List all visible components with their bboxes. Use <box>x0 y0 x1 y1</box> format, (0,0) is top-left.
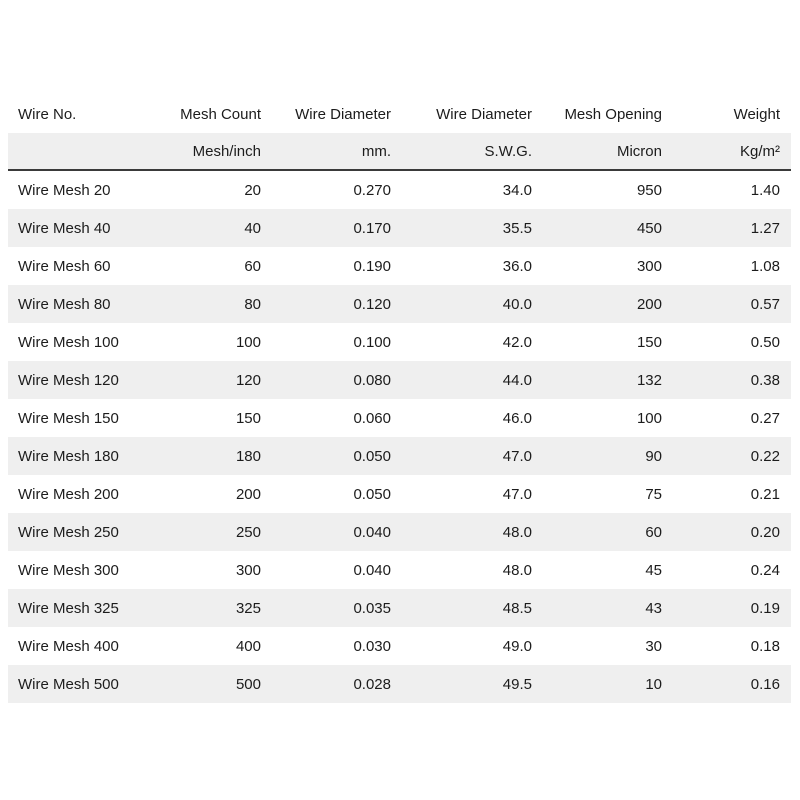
cell-wire-no: Wire Mesh 500 <box>8 665 152 703</box>
cell-wire-diameter-mm: 0.035 <box>272 589 402 627</box>
cell-mesh-count: 120 <box>152 361 272 399</box>
cell-weight: 0.18 <box>673 627 791 665</box>
cell-mesh-opening: 45 <box>543 551 673 589</box>
cell-mesh-count: 180 <box>152 437 272 475</box>
table-row <box>8 627 791 665</box>
cell-weight: 1.40 <box>673 170 791 209</box>
cell-weight: 0.57 <box>673 285 791 323</box>
table-row <box>8 170 791 209</box>
cell-weight: 0.27 <box>673 399 791 437</box>
header-unit-row <box>8 133 791 170</box>
table-header <box>8 95 791 170</box>
column-unit-wire-diameter-swg: S.W.G. <box>402 133 543 170</box>
cell-mesh-opening: 100 <box>543 399 673 437</box>
cell-wire-no: Wire Mesh 250 <box>8 513 152 551</box>
cell-weight: 1.27 <box>673 209 791 247</box>
cell-wire-no: Wire Mesh 120 <box>8 361 152 399</box>
cell-mesh-opening: 150 <box>543 323 673 361</box>
cell-mesh-count: 325 <box>152 589 272 627</box>
column-unit-mesh-count: Mesh/inch <box>152 133 272 170</box>
cell-wire-no: Wire Mesh 100 <box>8 323 152 361</box>
cell-wire-diameter-swg: 36.0 <box>402 247 543 285</box>
cell-wire-diameter-mm: 0.028 <box>272 665 402 703</box>
wire-mesh-spec-table <box>8 95 791 703</box>
table-row <box>8 551 791 589</box>
cell-wire-no: Wire Mesh 180 <box>8 437 152 475</box>
cell-weight: 0.38 <box>673 361 791 399</box>
column-unit-wire-no <box>8 133 152 170</box>
table-row <box>8 513 791 551</box>
cell-wire-diameter-mm: 0.270 <box>272 170 402 209</box>
cell-mesh-count: 20 <box>152 170 272 209</box>
cell-mesh-opening: 30 <box>543 627 673 665</box>
cell-mesh-opening: 43 <box>543 589 673 627</box>
column-unit-weight: Kg/m² <box>673 133 791 170</box>
cell-wire-diameter-swg: 35.5 <box>402 209 543 247</box>
column-unit-mesh-opening: Micron <box>543 133 673 170</box>
cell-weight: 0.22 <box>673 437 791 475</box>
header-label-row <box>8 95 791 133</box>
table-row <box>8 475 791 513</box>
cell-wire-no: Wire Mesh 200 <box>8 475 152 513</box>
cell-wire-diameter-mm: 0.040 <box>272 513 402 551</box>
table-body <box>8 170 791 703</box>
cell-wire-diameter-swg: 42.0 <box>402 323 543 361</box>
cell-wire-diameter-mm: 0.030 <box>272 627 402 665</box>
cell-wire-diameter-swg: 47.0 <box>402 437 543 475</box>
cell-wire-diameter-swg: 48.5 <box>402 589 543 627</box>
cell-mesh-count: 200 <box>152 475 272 513</box>
cell-mesh-count: 60 <box>152 247 272 285</box>
cell-wire-diameter-mm: 0.190 <box>272 247 402 285</box>
cell-mesh-opening: 450 <box>543 209 673 247</box>
cell-wire-diameter-swg: 49.5 <box>402 665 543 703</box>
table-row <box>8 361 791 399</box>
column-header-wire-diameter-swg: Wire Diameter <box>402 95 543 133</box>
cell-wire-diameter-swg: 47.0 <box>402 475 543 513</box>
cell-weight: 0.21 <box>673 475 791 513</box>
cell-wire-diameter-swg: 34.0 <box>402 170 543 209</box>
cell-mesh-count: 250 <box>152 513 272 551</box>
column-header-mesh-opening: Mesh Opening <box>543 95 673 133</box>
column-header-wire-diameter-mm: Wire Diameter <box>272 95 402 133</box>
cell-wire-diameter-swg: 40.0 <box>402 285 543 323</box>
cell-mesh-count: 100 <box>152 323 272 361</box>
cell-weight: 0.24 <box>673 551 791 589</box>
column-header-weight: Weight <box>673 95 791 133</box>
cell-wire-diameter-swg: 44.0 <box>402 361 543 399</box>
table-row <box>8 665 791 703</box>
cell-wire-no: Wire Mesh 300 <box>8 551 152 589</box>
cell-wire-diameter-mm: 0.050 <box>272 437 402 475</box>
cell-mesh-opening: 75 <box>543 475 673 513</box>
cell-wire-no: Wire Mesh 20 <box>8 170 152 209</box>
cell-wire-diameter-mm: 0.060 <box>272 399 402 437</box>
cell-wire-diameter-swg: 48.0 <box>402 513 543 551</box>
table-row <box>8 589 791 627</box>
cell-mesh-count: 40 <box>152 209 272 247</box>
cell-wire-no: Wire Mesh 400 <box>8 627 152 665</box>
table-row <box>8 399 791 437</box>
cell-weight: 1.08 <box>673 247 791 285</box>
cell-weight: 0.50 <box>673 323 791 361</box>
cell-wire-no: Wire Mesh 325 <box>8 589 152 627</box>
cell-mesh-opening: 132 <box>543 361 673 399</box>
cell-mesh-opening: 950 <box>543 170 673 209</box>
cell-mesh-opening: 10 <box>543 665 673 703</box>
table-row <box>8 437 791 475</box>
table-row <box>8 209 791 247</box>
cell-wire-diameter-mm: 0.040 <box>272 551 402 589</box>
table-row <box>8 323 791 361</box>
cell-weight: 0.19 <box>673 589 791 627</box>
cell-wire-diameter-mm: 0.100 <box>272 323 402 361</box>
cell-wire-diameter-mm: 0.050 <box>272 475 402 513</box>
cell-mesh-count: 300 <box>152 551 272 589</box>
cell-wire-no: Wire Mesh 150 <box>8 399 152 437</box>
cell-mesh-count: 500 <box>152 665 272 703</box>
table-row <box>8 247 791 285</box>
column-header-wire-no: Wire No. <box>8 95 152 133</box>
cell-wire-diameter-mm: 0.120 <box>272 285 402 323</box>
cell-mesh-opening: 60 <box>543 513 673 551</box>
cell-wire-diameter-mm: 0.170 <box>272 209 402 247</box>
cell-wire-no: Wire Mesh 80 <box>8 285 152 323</box>
cell-mesh-opening: 300 <box>543 247 673 285</box>
cell-wire-no: Wire Mesh 60 <box>8 247 152 285</box>
column-header-mesh-count: Mesh Count <box>152 95 272 133</box>
cell-mesh-count: 150 <box>152 399 272 437</box>
cell-wire-no: Wire Mesh 40 <box>8 209 152 247</box>
cell-weight: 0.20 <box>673 513 791 551</box>
column-unit-wire-diameter-mm: mm. <box>272 133 402 170</box>
table-row <box>8 285 791 323</box>
cell-wire-diameter-swg: 49.0 <box>402 627 543 665</box>
wire-mesh-spec-table-container <box>8 95 791 703</box>
cell-weight: 0.16 <box>673 665 791 703</box>
cell-wire-diameter-swg: 46.0 <box>402 399 543 437</box>
cell-wire-diameter-mm: 0.080 <box>272 361 402 399</box>
cell-mesh-opening: 200 <box>543 285 673 323</box>
cell-wire-diameter-swg: 48.0 <box>402 551 543 589</box>
cell-mesh-count: 80 <box>152 285 272 323</box>
cell-mesh-opening: 90 <box>543 437 673 475</box>
cell-mesh-count: 400 <box>152 627 272 665</box>
